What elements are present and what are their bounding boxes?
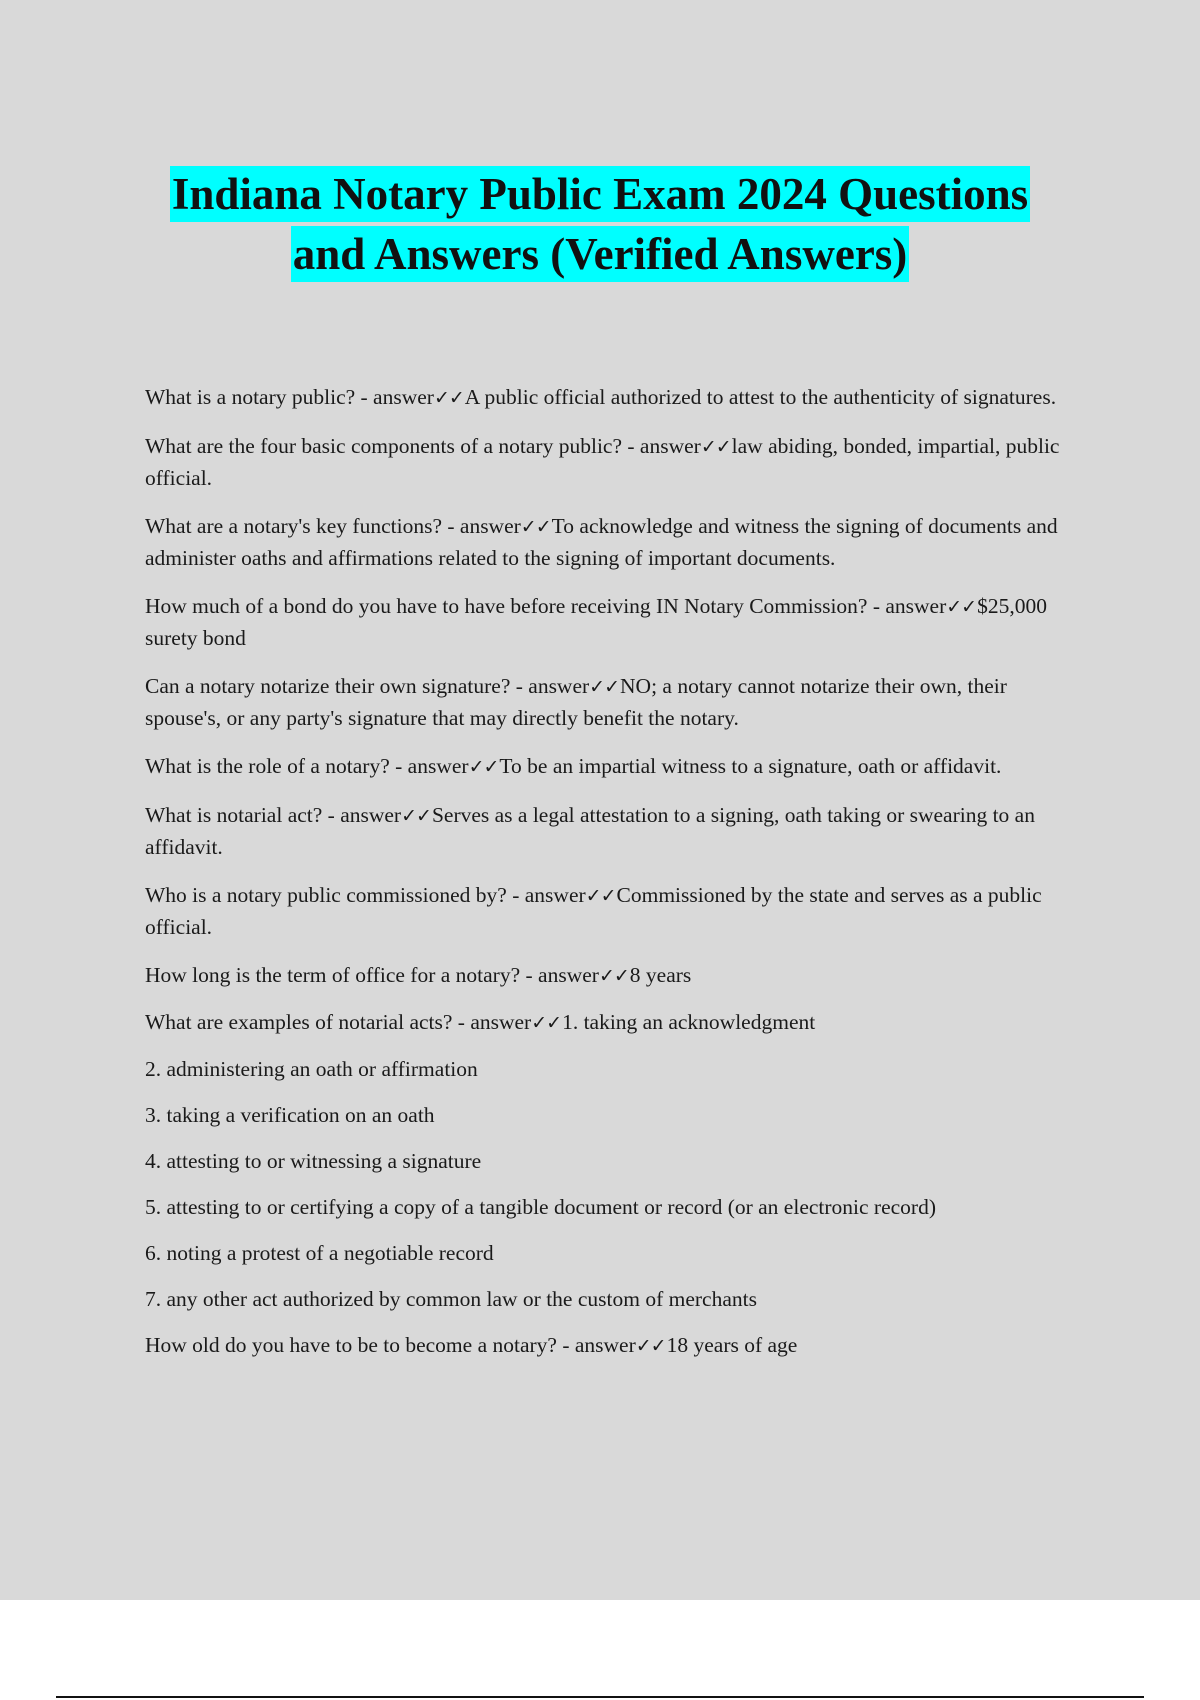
qa-item [145, 511, 1080, 574]
double-check-icon: ✓✓ [531, 1012, 562, 1034]
answer-text: NO; a notary cannot notarize their own, their spouse's, or any party's signature that may directly benefit the notary. [145, 674, 1007, 730]
answer-text: A public official authorized to attest to the authenticity of signatures. [464, 385, 1057, 409]
qa-item [145, 382, 1080, 414]
question-text: What is notarial act? - answer [145, 803, 402, 827]
qa-item [145, 800, 1080, 863]
list-item: 2. administering an oath or affirmation [145, 1057, 478, 1081]
answer-text: Commissioned by the state and serves as a public official. [145, 883, 1042, 939]
document-title [100, 166, 1100, 286]
list-item: 6. noting a protest of a negotiable record [145, 1241, 494, 1265]
question-text: What are a notary's key functions? - answer [145, 514, 521, 538]
question-text: What is the role of a notary? - answer [145, 754, 469, 778]
qa-item [145, 1007, 1080, 1039]
double-check-icon: ✓✓ [589, 676, 620, 698]
answer-text: 18 years of age [666, 1333, 798, 1357]
question-text: How much of a bond do you have to have before receiving IN Notary Commission? - answer [145, 594, 947, 618]
title-line-2: and Answers (Verified Answers) [291, 226, 910, 282]
qa-item [145, 1330, 1080, 1362]
double-check-icon: ✓✓ [598, 965, 629, 987]
list-item: 3. taking a verification on an oath [145, 1103, 435, 1127]
list-item: 5. attesting to or certifying a copy of a tangible document or record (or an electronic record) [145, 1195, 936, 1219]
answer-text: To be an impartial witness to a signature, oath or affidavit. [499, 754, 1002, 778]
question-text: How old do you have to be to become a notary? - answer [145, 1333, 636, 1357]
double-check-icon: ✓✓ [468, 756, 499, 778]
double-check-icon: ✓✓ [946, 596, 977, 618]
answer-text: $25,000 surety bond [145, 594, 1047, 650]
question-text: Who is a notary public commissioned by? - answer [145, 883, 586, 907]
qa-item [145, 671, 1080, 734]
question-text: What are examples of notarial acts? - answer [145, 1010, 532, 1034]
answer-text: Serves as a legal attestation to a signing, oath taking or swearing to an affidavit. [145, 803, 1035, 859]
double-check-icon: ✓✓ [585, 885, 616, 907]
qa-item [145, 960, 1080, 992]
question-text: What is a notary public? - answer [145, 385, 434, 409]
answer-text: law abiding, bonded, impartial, public official. [145, 434, 1060, 490]
qa-item [145, 751, 1080, 783]
qa-item [145, 431, 1080, 494]
question-text: What are the four basic components of a notary public? - answer [145, 434, 701, 458]
double-check-icon: ✓✓ [433, 387, 464, 409]
qa-item [145, 591, 1080, 654]
answer-text: 8 years [629, 963, 692, 987]
qa-content [145, 382, 1080, 1377]
qa-item [145, 880, 1080, 943]
question-text: How long is the term of office for a notary? - answer [145, 963, 599, 987]
answer-text: 1. taking an acknowledgment [562, 1010, 816, 1034]
double-check-icon: ✓✓ [700, 436, 731, 458]
question-text: Can a notary notarize their own signature? - answer [145, 674, 590, 698]
footer-divider [56, 1696, 1144, 1698]
list-item: 7. any other act authorized by common law or the custom of merchants [145, 1287, 757, 1311]
double-check-icon: ✓✓ [401, 805, 431, 827]
title-line-1: Indiana Notary Public Exam 2024 Questions [170, 166, 1030, 222]
double-check-icon: ✓✓ [635, 1335, 666, 1357]
answer-text: To acknowledge and witness the signing of documents and administer oaths and affirmations related to the signing of important documents. [145, 514, 1058, 570]
double-check-icon: ✓✓ [520, 516, 551, 538]
list-item: 4. attesting to or witnessing a signature [145, 1149, 482, 1173]
